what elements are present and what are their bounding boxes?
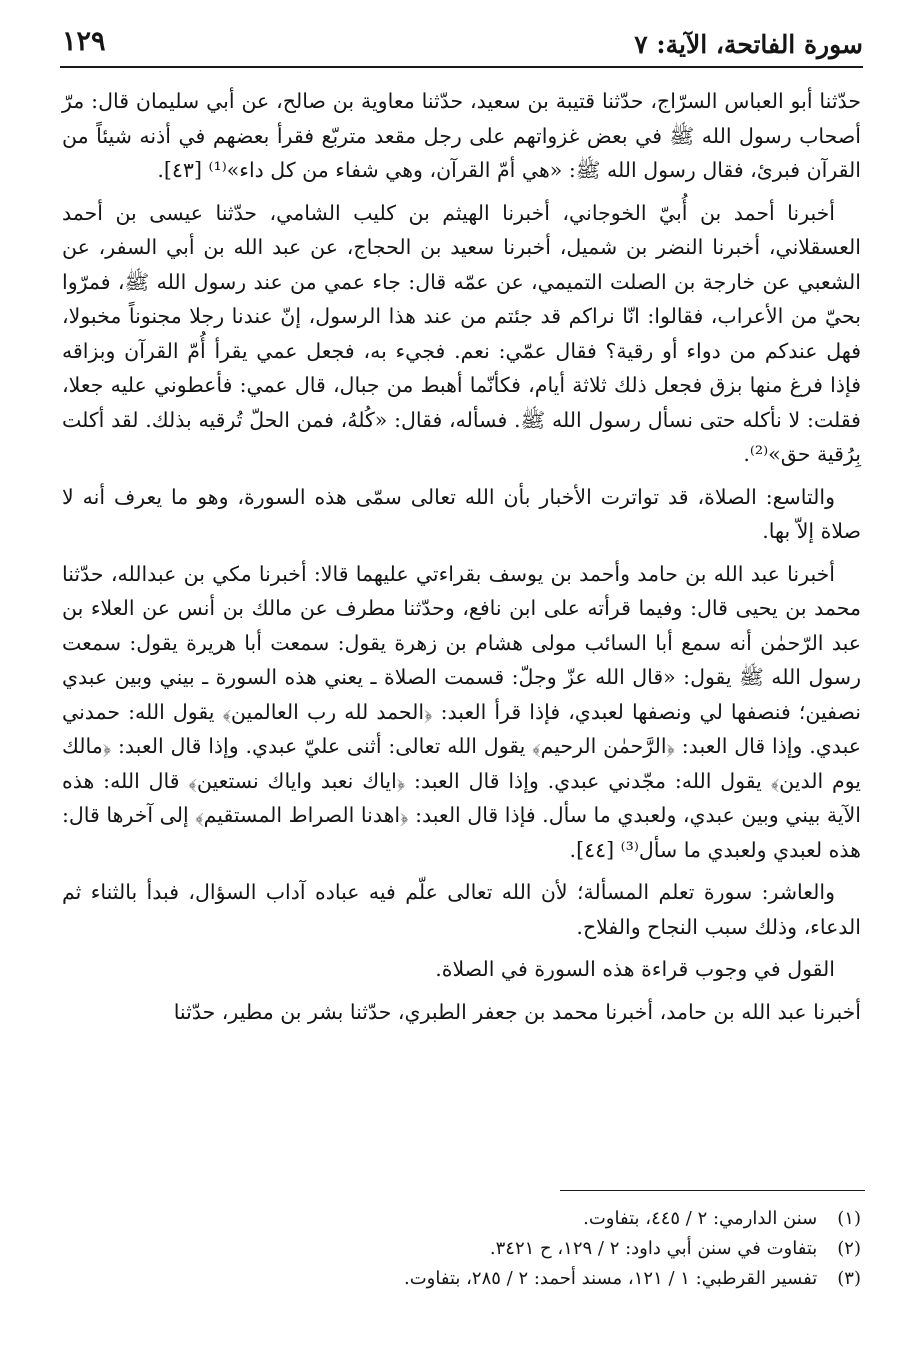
page-number: ١٢٩ [62, 26, 106, 57]
footnote-text: سنن الدارمي: ٢ / ٤٤٥، بتفاوت. [583, 1208, 818, 1229]
paragraph-ninth-name: والتاسع: الصلاة، قد تواترت الأخبار بأن الله تعالى سمّى هذه السورة، وهو ما يعرف أنه لا صلاة إلاّ بها. [62, 484, 861, 543]
page-header [60, 26, 863, 68]
footnote [120, 1234, 861, 1264]
footnote [120, 1204, 861, 1234]
paragraph-hadith-4: أخبرنا عبد الله بن حامد، أخبرنا محمد بن جعفر الطبري، حدّثنا بشر بن مطير، حدّثنا [173, 999, 861, 1024]
footnote-divider [560, 1190, 865, 1191]
footnotes [120, 1204, 861, 1294]
footnote-number: (١) [837, 1208, 861, 1229]
footnote-number: (٢) [837, 1238, 861, 1259]
running-title: سورة الفاتحة، الآية: ٧ [634, 30, 863, 59]
paragraph-tenth-name: والعاشر: سورة تعلم المسألة؛ لأن الله تعالى علّم فيه عباده آداب السؤال، فبدأ بالثناء ثم الدعاء، وذلك سبب النجاح والفلاح. [62, 880, 861, 939]
paragraph-hadith-1: حدّثنا أبو العباس السرّاج، حدّثنا قتيبة بن سعيد، حدّثنا معاوية بن صالح، عن أبي سليمان قال: مرّ أصحاب رسول الله ﷺ في بعض غزواتهم على رجل مقعد متربّع فقرأ بعضهم في أذنه شيئاً من القرآن فبرئ، فقال رسول الله ﷺ: «هي أمّ القرآن، وهي شفاء من كل داء»⁽¹⁾ [٤٣]. [62, 89, 861, 182]
footnote-text: بتفاوت في سنن أبي داود: ٢ / ١٢٩، ح ٣٤٢١. [489, 1238, 818, 1259]
paragraph-hadith-3: أخبرنا عبد الله بن حامد وأحمد بن يوسف بقراءتي عليهما قالا: أخبرنا مكي بن عبدالله، حدّثنا محمد بن يحيى قال: وفيما قرأته على ابن نافع، وحدّثنا مطرف عن مالك بن أنس عن العلاء بن عبد الرّحمٰن أنه سمع أبا السائب مولى هشام بن زهرة يقول: سمعت أبا هريرة يقول: سمعت رسول الله ﷺ يقول: «قال الله عزّ وجلّ: قسمت الصلاة ـ يعني هذه السورة ـ بيني وبين عبدي نصفين؛ فنصفها لي ونصفها لعبدي، فإذا قرأ العبد: ﴿الحمد لله رب العالمين﴾ يقول الله: حمدني عبدي. وإذا قال العبد: ﴿الرَّحمٰن الرحيم﴾ يقول الله تعالى: أثنى عليّ عبدي. وإذا قال العبد: ﴿مالك يوم الدين﴾ يقول الله: مجّدني عبدي. وإذا قال العبد: ﴿اياك نعبد واياك نستعين﴾ قال الله: هذه الآية بيني وبين عبدي، ولعبدي ما سأل. فإذا قال العبد: ﴿اهدنا الصراط المستقيم﴾ إلى آخرها قال: هذه لعبدي ولعبدي ما سأل⁽³⁾ [٤٤]. [62, 561, 861, 862]
section-heading: القول في وجوب قراءة هذه السورة في الصلاة. [435, 957, 835, 981]
footnote-text: تفسير القرطبي: ١ / ١٢١، مسند أحمد: ٢ / ٢٨٥، بتفاوت. [404, 1268, 818, 1289]
footnote-number: (٣) [837, 1268, 861, 1289]
main-text [62, 84, 861, 1029]
paragraph-hadith-2: أخبرنا أحمد بن أُبيّ الخوجاني، أخبرنا الهيثم بن كليب الشامي، حدّثنا عيسى بن أحمد العسقلاني، أخبرنا النضر بن شميل، أخبرنا سعيد بن الحجاج، عن عبد الله بن أبي السفر، عن الشعبي عن خارجة بن الصلت التميمي، عن عمّه قال: جاء عمي من عند رسول الله ﷺ، فمرّوا بحيّ من الأعراب، فقالوا: انّا نراكم قد جئتم من عند هذا الرسول، إنّ عندنا رجلا مجنوناً مخبولا، فهل عندكم من دواء أو رقية؟ فقال عمّي: نعم. فجيء به، فجعل عمي يقرأ أُمّ القرآن وبزاقه فإذا فرغ منها بزق فجعل ذلك ثلاثة أيام، فكأنّما أهبط من جبال، قال عمي: فأعطوني عليه جعلا، فقلت: لا نأكله حتى نسأل رسول الله ﷺ. فسأله، فقال: «كُلهُ، فمن الحلّ تُرقيه بذلك. لقد أكلت بِرُقية حق»⁽²⁾. [62, 200, 861, 466]
footnote [120, 1264, 861, 1294]
